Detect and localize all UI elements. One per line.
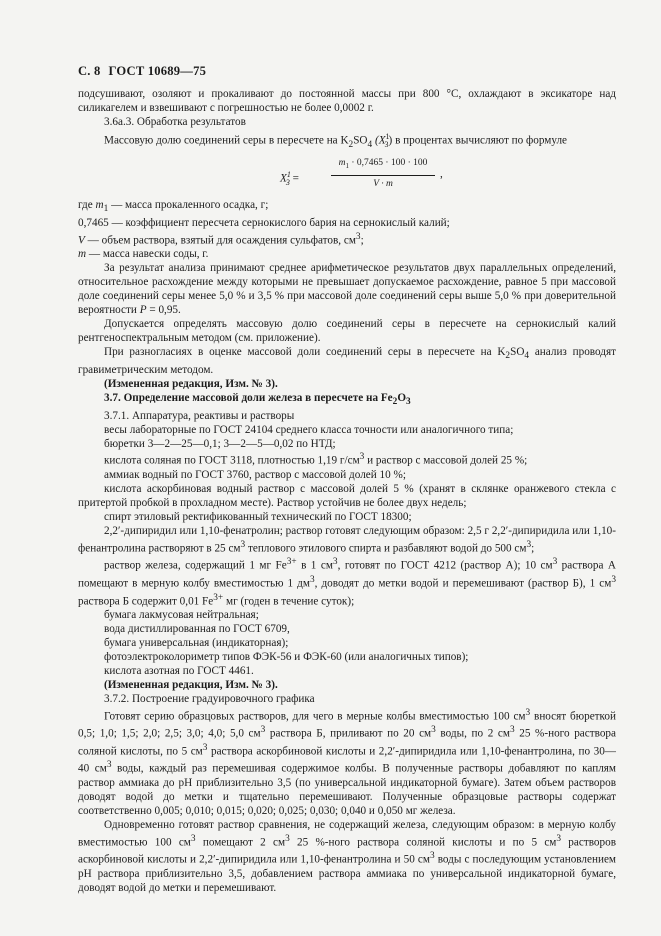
reagent-litmus: бумага лакмусовая нейтральная;: [104, 609, 259, 622]
edition-note-2: (Измененная редакция, Изм. № 3).: [104, 678, 278, 691]
formula-denominator: V · m: [373, 179, 393, 190]
where-m1: где $m_1$ — масса прокаленного осадка, г;: [78, 198, 269, 214]
reagent-dipyridyl: 2,2′-дипиридил или 1,10-фенатролин; раствор готовят следующим образом: 2,5 г 2,2′-дипиридила или 1,10-фенантролина растворяют в 25 $см^3$ теплового этилового спирта и разбавляют водой до 500 $см^3$;: [78, 524, 616, 555]
where-mass: m — масса навески соды, г.: [78, 248, 209, 261]
reagent-photocolorimeter: фотоэлектроколориметр типов ФЭК-56 и ФЭК-60 (или аналогичных типов);: [104, 650, 469, 663]
reagent-ethanol: спирт этиловый ректификованный технический по ГОСТ 18300;: [104, 510, 412, 523]
reagent-burettes: бюретки 3—2—25—0,1; 3—2—5—0,02 по НТД;: [104, 437, 336, 450]
paragraph-disagreement: При разногласиях в оценке массовой доли соединений серы в пересчете на $K_2SO_4$ анализ проводят гравиметрическим методом.: [78, 345, 616, 376]
reagent-scales: весы лабораторные по ГОСТ 24104 среднего класса точности или аналогичного типа;: [104, 423, 514, 436]
subsection-results-heading: 3.6а.3. Обработка результатов: [104, 115, 246, 128]
reagent-ascorbic: кислота аскорбиновая водный раствор с массовой долей 5 % (хранят в склянке оранжевого стекла с притертой пробкой в прохладном месте). Раствор устойчив не более двух недель;: [78, 482, 616, 509]
reagent-indicator: бумага универсальная (индикаторная);: [104, 636, 289, 649]
paragraph-calibration: Готовят серию образцовых растворов, для чего в мерные колбы вместимостью 100 $см^3$ вносят бюреткой 0,5; 1,0; 1,5; 2,0; 2,5; 3,0; 4,0; 5,0 $см^3$ раствора Б, приливают по 20 $см^3$ воды, по 2 $см^3$ 25 %-ного раствора соляной кислоты, по 5 $см^3$ раствора аскорбиновой кислоты и 2,2′-дипиридила или 1,10-фенантролина, по 30—40 $см^3$ воды, каждый раз перемешивая содержимое колбы. В полученные растворы добавляют по каплям раствор аммиака до pH приблизительно 3,5 (по универсальной индикаторной бумаге). Затем объем растворов доводят водой до метки и тщательно перемешивают. Полученные образцовые растворы содержат соответственно 0,005; 0,010; 0,015; 0,020; 0,025; 0,030; 0,040 и 0,050 мг железа.: [78, 707, 617, 817]
subsection-3-7-2: 3.7.2. Построение градуировочного графика: [104, 692, 315, 705]
paragraph-formula-intro: Массовую долю соединений серы в пересчете на $K_2SO_4$ $(X^1_3)$ в процентах вычисляют по формуле: [104, 131, 568, 150]
reagent-iron-solution: раствор железа, содержащий 1 мг $Fe^{3+}$ в 1 $см^3$, готовят по ГОСТ 4212 (раствор А); 10 $см^3$ раствора А помещают в мерную колбу вместимостью 1 $дм^3$, доводят до метки водой и перемешивают (раствор Б), 1 $см^3$ раствора Б содержит 0,01 $Fe^{3+}$ мг (годен в течение суток);: [78, 557, 616, 608]
reagent-nitric: кислота азотная по ГОСТ 4461.: [104, 664, 254, 677]
reagent-ammonia: аммиак водный по ГОСТ 3760, раствор с массовой долей 10 %;: [104, 469, 406, 482]
paragraph-reference-solution: Одновременно готовят раствор сравнения, не содержащий железа, следующим образом: в мерную колбу вместимостью 100 $см^3$ помещают 2 $см^3$ 25 %-ного раствора соляной кислоты и по 5 $см^3$ растворов аскорбиновой кислоты и 2,2′-дипиридила или 1,10-фенантролина и 50 $см^3$ воды с последующим установлением pH раствора приблизительно 3,5, добавлением раствора аммиака по универсальной индикаторной бумаге, доводят водой до метки и перемешивают.: [78, 818, 616, 894]
document-body: [78, 88, 616, 896]
page-number: С. 8: [78, 64, 101, 78]
sulfur-formula: [78, 155, 616, 195]
edition-note-1: (Измененная редакция, Изм. № 3).: [104, 377, 278, 390]
standard-number: ГОСТ 10689—75: [108, 64, 207, 78]
subsection-3-7-1: 3.7.1. Аппаратура, реактивы и растворы: [104, 409, 295, 422]
formula-fraction: [331, 157, 435, 193]
paragraph-xray: Допускается определять массовую долю соединений серы в пересчете на сернокислый калий рентгеноспектральным методом (см. приложение).: [78, 317, 616, 344]
reagent-water: вода дистиллированная по ГОСТ 6709,: [104, 623, 290, 636]
paragraph-result: За результат анализа принимают среднее арифметическое результатов двух параллельных определений, относительное расхождение между которыми не превышает допускаемое расхождение, равное 5 при массовой доле соединений серы менее 5,0 % и 3,5 % при массовой доле соединений серы выше 5,0 % при доверительной вероятности P = 0,95.: [78, 262, 616, 316]
formula-numerator: $m_1 \cdot 0,7465 \cdot 100 \cdot 100$: [331, 157, 435, 177]
reagent-hcl: кислота соляная по ГОСТ 3118, плотностью 1,19 $г/см^3$ и раствор с массовой долей 25 %;: [104, 452, 528, 468]
paragraph-drying: подсушивают, озоляют и прокаливают до постоянной массы при 800 °С, охлаждают в эксикаторе над силикагелем и взвешивают с погрешностью не более 0,0002 г.: [78, 88, 616, 114]
formula-comma: ,: [440, 167, 443, 180]
section-3-7-heading: 3.7. Определение массовой доли железа в пересчете на $Fe_2O_3$: [104, 391, 411, 407]
where-volume: V — объем раствора, взятый для осаждения сульфатов, $см^3$;: [78, 231, 364, 247]
page-header: [78, 64, 206, 79]
formula-lhs: $X^1_3$ =: [280, 169, 299, 187]
where-coefficient: 0,7465 — коэффициент пересчета сернокислого бария на сернокислый калий;: [78, 216, 450, 229]
